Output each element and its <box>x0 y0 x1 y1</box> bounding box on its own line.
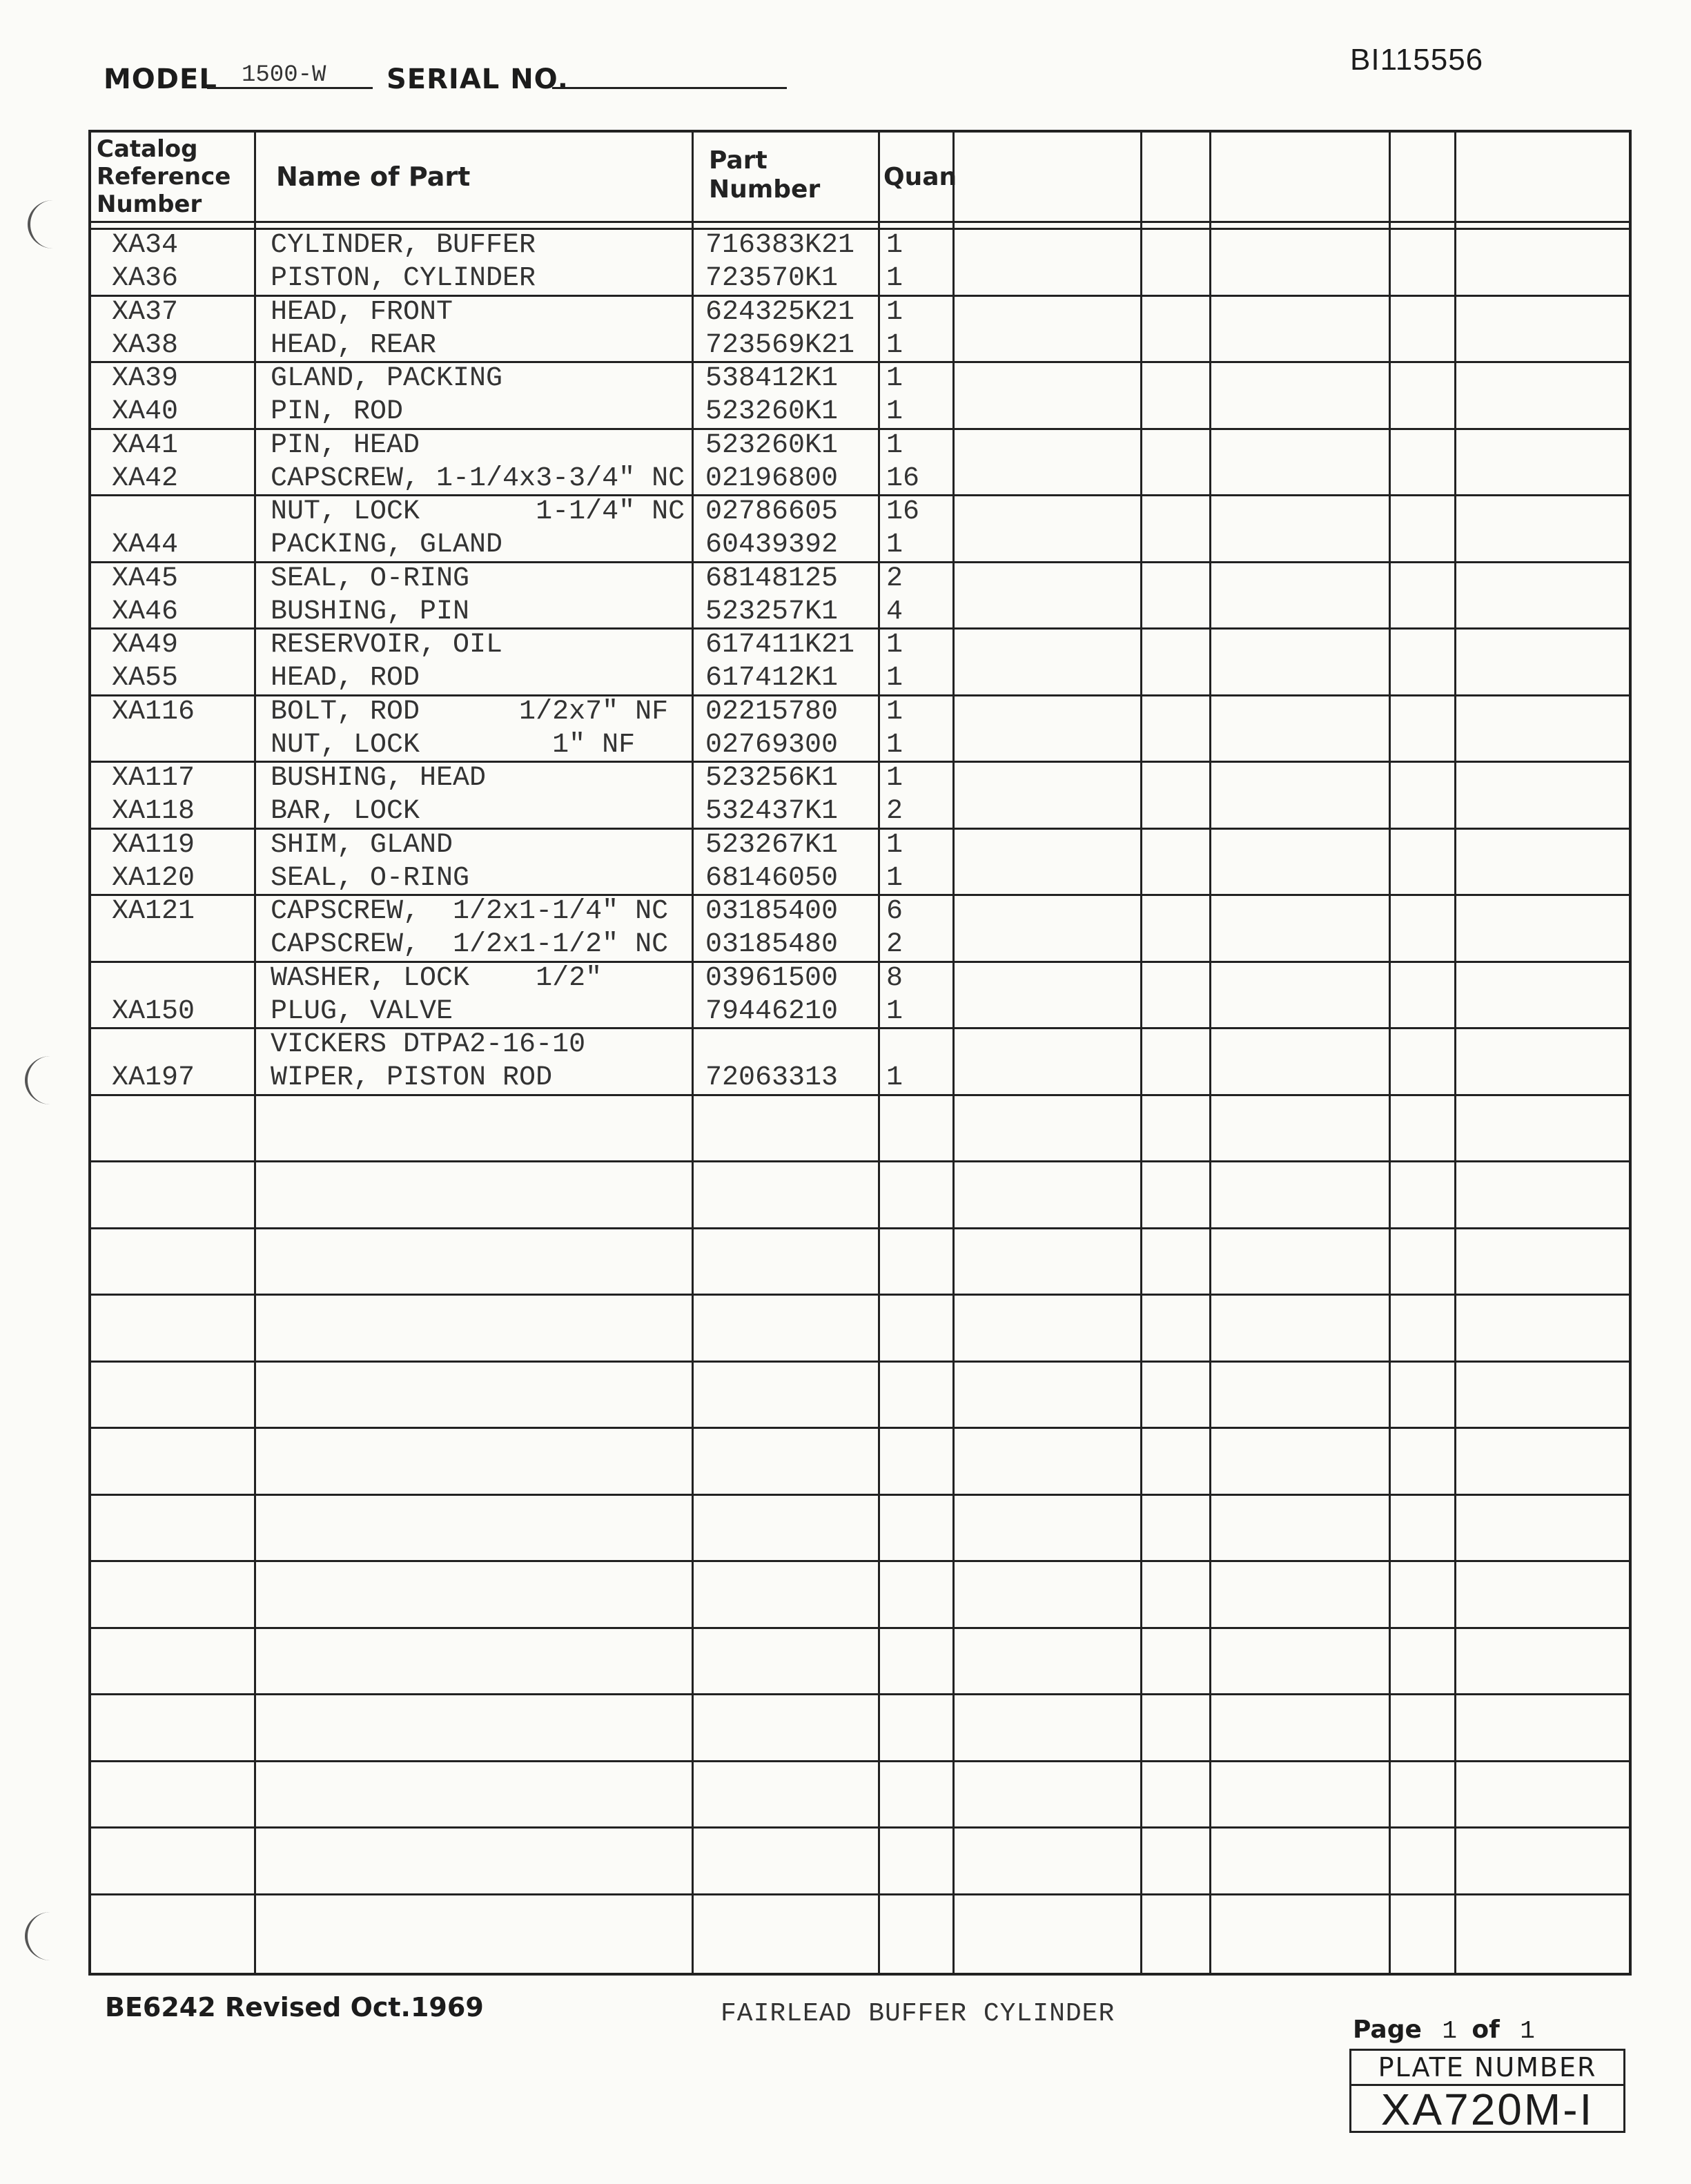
part-number-cell: 60439392 <box>705 529 839 560</box>
catalog-ref-cell: XA34 <box>112 230 179 261</box>
part-name-cell: VICKERS DTPA2-16-10 <box>271 1029 586 1060</box>
part-name-cell: BUSHING, HEAD <box>271 763 487 794</box>
part-name-cell: PISTON, CYLINDER <box>271 263 536 294</box>
document-id: BI115556 <box>1350 43 1484 77</box>
punch-hole-middle <box>25 1056 76 1104</box>
quantity-cell: 1 <box>886 830 903 861</box>
part-name-cell: CAPSCREW, 1/2x1-1/4" NC <box>271 896 669 927</box>
part-number-cell: 723569K21 <box>705 330 855 361</box>
row-separator <box>91 1094 1629 1096</box>
part-number-cell: 523260K1 <box>705 430 839 461</box>
row-separator <box>91 1760 1629 1762</box>
row-separator <box>91 961 1629 963</box>
catalog-ref-cell: XA38 <box>112 330 179 361</box>
parts-table <box>88 130 1632 1976</box>
part-name-cell: GLAND, PACKING <box>271 363 503 394</box>
part-name-cell: HEAD, ROD <box>271 663 420 694</box>
part-number-cell: 538412K1 <box>705 363 839 394</box>
page-indicator <box>1353 2016 1535 2045</box>
catalog-ref-cell: XA119 <box>112 830 195 861</box>
part-name-cell: SHIM, GLAND <box>271 830 453 861</box>
part-number-cell: 72063313 <box>705 1062 839 1093</box>
header-rule-1 <box>91 221 1629 223</box>
row-separator <box>91 295 1629 297</box>
catalog-ref-cell: XA46 <box>112 596 179 627</box>
col-header-part-number-line1: Part <box>709 146 768 175</box>
part-name-cell: NUT, LOCK 1" NF <box>271 730 636 761</box>
part-number-cell: 68148125 <box>705 563 839 594</box>
part-number-cell: 68146050 <box>705 863 839 894</box>
model-value: 1500-W <box>242 62 326 88</box>
catalog-ref-cell: XA39 <box>112 363 179 394</box>
col-divider-8 <box>1454 133 1456 1973</box>
part-name-cell: WASHER, LOCK 1/2" <box>271 963 603 994</box>
part-number-cell: 03185480 <box>705 929 839 960</box>
part-name-cell: SEAL, O-RING <box>271 863 470 894</box>
quantity-cell: 1 <box>886 730 903 761</box>
col-header-catalog-ref <box>97 135 231 218</box>
catalog-ref-cell: XA116 <box>112 696 195 728</box>
part-name-cell: PIN, HEAD <box>271 430 420 461</box>
quantity-cell: 1 <box>886 630 903 661</box>
part-number-cell: 02769300 <box>705 730 839 761</box>
catalog-ref-cell: XA44 <box>112 529 179 560</box>
row-separator <box>91 627 1629 630</box>
row-separator <box>91 1160 1629 1162</box>
quantity-cell: 1 <box>886 1062 903 1093</box>
part-name-cell: SEAL, O-RING <box>271 563 470 594</box>
row-separator <box>91 361 1629 363</box>
punch-hole-bottom <box>25 1912 76 1960</box>
part-number-cell: 617412K1 <box>705 663 839 694</box>
part-number-cell: 523256K1 <box>705 763 839 794</box>
row-separator <box>91 894 1629 896</box>
row-separator <box>91 1826 1629 1829</box>
part-name-cell: NUT, LOCK 1-1/4" NC <box>271 496 685 527</box>
row-separator <box>91 1494 1629 1496</box>
part-number-cell: 716383K21 <box>705 230 855 261</box>
col-header-part-number-line2: Number <box>709 175 821 204</box>
plate-number-value: XA720M-I <box>1380 2085 1594 2134</box>
row-separator <box>91 694 1629 696</box>
part-name-cell: PIN, ROD <box>271 396 404 427</box>
part-number-cell: 523257K1 <box>705 596 839 627</box>
part-name-cell: PLUG, VALVE <box>271 996 453 1027</box>
row-separator <box>91 1227 1629 1229</box>
quantity-cell: 1 <box>886 863 903 894</box>
quantity-cell: 1 <box>886 330 903 361</box>
part-number-cell: 532437K1 <box>705 796 839 827</box>
quantity-cell: 2 <box>886 796 903 827</box>
row-separator <box>91 1361 1629 1363</box>
col-header-catalog-ref-line3: Number <box>97 191 202 218</box>
quantity-cell: 1 <box>886 663 903 694</box>
col-divider-2 <box>692 133 694 1973</box>
assembly-title: FAIRLEAD BUFFER CYLINDER <box>721 1999 1115 2029</box>
catalog-ref-cell: XA41 <box>112 430 179 461</box>
col-header-catalog-ref-line1: Catalog <box>97 135 198 163</box>
row-separator <box>91 1627 1629 1629</box>
part-name-cell: BUSHING, PIN <box>271 596 470 627</box>
quantity-cell: 1 <box>886 230 903 261</box>
part-name-cell: BAR, LOCK <box>271 796 420 827</box>
catalog-ref-cell: XA37 <box>112 297 179 328</box>
col-header-name-of-part: Name of Part <box>276 162 471 192</box>
quantity-cell: 1 <box>886 763 903 794</box>
row-separator <box>91 1560 1629 1562</box>
col-header-catalog-ref-line2: Reference <box>97 163 231 191</box>
plate-number-label: PLATE NUMBER <box>1351 2051 1623 2086</box>
quantity-cell: 8 <box>886 963 903 994</box>
quantity-cell: 16 <box>886 463 920 494</box>
col-header-quan: Quan <box>883 163 957 191</box>
part-number-cell: 03961500 <box>705 963 839 994</box>
row-separator <box>91 1893 1629 1895</box>
quantity-cell: 1 <box>886 430 903 461</box>
col-divider-5 <box>1140 133 1142 1973</box>
part-number-cell: 723570K1 <box>705 263 839 294</box>
col-header-part-number <box>709 146 820 204</box>
row-separator <box>91 1294 1629 1296</box>
part-number-cell: 02786605 <box>705 496 839 527</box>
quantity-cell: 1 <box>886 396 903 427</box>
part-name-cell: CAPSCREW, 1-1/4x3-3/4" NC <box>271 463 685 494</box>
part-number-cell: 617411K21 <box>705 630 855 661</box>
col-divider-1 <box>254 133 256 1973</box>
page-label: Page <box>1353 2016 1422 2044</box>
row-separator <box>91 1427 1629 1429</box>
catalog-ref-cell: XA45 <box>112 563 179 594</box>
quantity-cell: 6 <box>886 896 903 927</box>
model-underline <box>207 87 373 89</box>
col-divider-4 <box>952 133 955 1973</box>
part-number-cell: 79446210 <box>705 996 839 1027</box>
quantity-cell: 1 <box>886 363 903 394</box>
punch-hole-top <box>28 200 79 248</box>
page-of: of <box>1472 2016 1500 2044</box>
part-name-cell: BOLT, ROD 1/2x7" NF <box>271 696 669 728</box>
quantity-cell: 1 <box>886 529 903 560</box>
row-separator <box>91 428 1629 430</box>
catalog-ref-cell: XA150 <box>112 996 195 1027</box>
catalog-ref-cell: XA36 <box>112 263 179 294</box>
part-number-cell: 02215780 <box>705 696 839 728</box>
quantity-cell: 4 <box>886 596 903 627</box>
col-divider-7 <box>1389 133 1391 1973</box>
serial-label: SERIAL NO. <box>387 64 569 95</box>
part-number-cell: 03185400 <box>705 896 839 927</box>
quantity-cell: 1 <box>886 297 903 328</box>
quantity-cell: 16 <box>886 496 920 527</box>
part-name-cell: HEAD, REAR <box>271 330 437 361</box>
row-separator <box>91 1027 1629 1029</box>
part-name-cell: HEAD, FRONT <box>271 297 453 328</box>
part-name-cell: RESERVOIR, OIL <box>271 630 503 661</box>
page-current: 1 <box>1442 2017 1457 2045</box>
row-separator <box>91 828 1629 830</box>
col-divider-3 <box>878 133 880 1973</box>
catalog-ref-cell: XA197 <box>112 1062 195 1093</box>
row-separator <box>91 494 1629 496</box>
quantity-cell: 1 <box>886 996 903 1027</box>
catalog-ref-cell: XA117 <box>112 763 195 794</box>
catalog-ref-cell: XA121 <box>112 896 195 927</box>
quantity-cell: 2 <box>886 563 903 594</box>
part-name-cell: CAPSCREW, 1/2x1-1/2" NC <box>271 929 669 960</box>
plate-number-box <box>1349 2049 1625 2133</box>
quantity-cell: 1 <box>886 263 903 294</box>
page-total: 1 <box>1520 2017 1535 2045</box>
row-separator <box>91 761 1629 763</box>
catalog-ref-cell: XA49 <box>112 630 179 661</box>
part-name-cell: WIPER, PISTON ROD <box>271 1062 553 1093</box>
part-name-cell: PACKING, GLAND <box>271 529 503 560</box>
row-separator <box>91 1693 1629 1695</box>
part-name-cell: CYLINDER, BUFFER <box>271 230 536 261</box>
col-divider-6 <box>1209 133 1211 1973</box>
catalog-ref-cell: XA40 <box>112 396 179 427</box>
part-number-cell: 523260K1 <box>705 396 839 427</box>
catalog-ref-cell: XA120 <box>112 863 195 894</box>
part-number-cell: 523267K1 <box>705 830 839 861</box>
catalog-ref-cell: XA118 <box>112 796 195 827</box>
serial-underline <box>552 87 787 89</box>
part-number-cell: 02196800 <box>705 463 839 494</box>
catalog-ref-cell: XA55 <box>112 663 179 694</box>
part-number-cell: 624325K21 <box>705 297 855 328</box>
quantity-cell: 1 <box>886 696 903 728</box>
row-separator <box>91 561 1629 563</box>
model-label: MODEL <box>104 64 217 95</box>
catalog-ref-cell: XA42 <box>112 463 179 494</box>
quantity-cell: 2 <box>886 929 903 960</box>
form-number: BE6242 Revised Oct.1969 <box>105 1992 484 2022</box>
